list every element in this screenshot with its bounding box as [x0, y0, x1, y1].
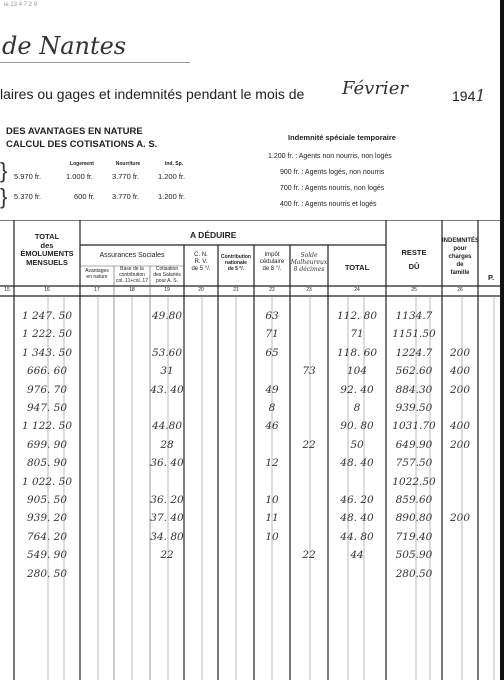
cell-reste-du: 1224.7 — [395, 346, 433, 359]
table-row — [0, 549, 504, 567]
cell-reste-du: 649.90 — [395, 438, 433, 451]
table-body — [0, 310, 504, 680]
advantages-nourriture: 3.770 fr. — [112, 192, 140, 201]
cell-impot: 10 — [265, 494, 279, 506]
base-contribution-header: Base de la contribution col. 11+col. 17 — [115, 266, 148, 284]
cell-total: 1 222. 50 — [21, 328, 73, 341]
advantages-logement: 1.000 fr. — [66, 172, 94, 181]
year-field — [452, 86, 486, 105]
a-deduire-header: A DÉDUIRE — [190, 230, 237, 240]
cell-total-deduction: 50 — [350, 438, 364, 451]
cell-cotisation: 53.60 — [151, 346, 183, 359]
cell-reste-du: 884.30 — [395, 383, 433, 396]
col-number: 24 — [354, 287, 360, 293]
cell-total: 976. 70 — [26, 383, 68, 396]
cell-solde: 73 — [302, 365, 316, 378]
year-handwritten: 1 — [475, 86, 486, 105]
cell-total: 1 122. 50 — [21, 420, 73, 433]
cell-cotisation: 22 — [160, 549, 174, 562]
cell-total-deduction: 92. 40 — [340, 383, 374, 396]
cell-reste-du: 562.60 — [395, 365, 433, 378]
assurances-sociales-header: Assurances Sociales — [99, 252, 165, 259]
reste-du-header: RESTE DÛ — [401, 248, 427, 271]
cell-reste-du: 1022.50 — [392, 475, 436, 488]
cell-impot: 49 — [265, 383, 279, 396]
solde-handwritten-note: Solde Malheureux 8 décimes — [290, 252, 328, 273]
cell-total-deduction: 118. 60 — [336, 346, 378, 359]
cell-total: 764. 20 — [26, 530, 68, 543]
cell-total: 1 022. 50 — [21, 475, 73, 488]
advantages-brace-1: } — [0, 158, 8, 183]
cell-cotisation: 49.80 — [151, 310, 183, 322]
cell-solde: 22 — [302, 438, 316, 451]
advantages-line1: DES AVANTAGES EN NATURE — [6, 126, 143, 137]
table-row — [0, 402, 504, 420]
cell-reste-du: 939.50 — [395, 402, 433, 414]
document-subtitle — [0, 86, 304, 102]
cell-solde: 22 — [302, 549, 316, 562]
archive-stamp: ie 13 4 7 2 9 — [4, 2, 38, 8]
cell-total-deduction: 112. 80 — [336, 310, 378, 322]
cell-cotisation: 36. 20 — [150, 494, 184, 506]
page-edge-shadow — [500, 0, 504, 680]
advantages-base: 5.970 fr. — [14, 172, 42, 181]
cell-cotisation: 37. 40 — [150, 512, 184, 525]
table-row — [0, 420, 504, 438]
cell-total: 1 247. 50 — [21, 310, 73, 322]
col-number: 15 — [4, 287, 10, 293]
cell-reste-du: 505.90 — [395, 549, 433, 562]
cell-impot: 12 — [265, 457, 279, 470]
cell-total-deduction: 48. 40 — [340, 457, 374, 470]
table-row — [0, 328, 504, 346]
contribution-nationale-header: Contribution nationale de 5 °/. — [221, 254, 251, 272]
col-number: 20 — [198, 287, 204, 293]
cell-total: 280. 50 — [26, 567, 68, 580]
cell-reste-du: 1151.50 — [392, 328, 436, 341]
cell-indemnite: 200 — [449, 383, 471, 396]
cell-impot: 46 — [265, 420, 279, 433]
cell-impot: 8 — [268, 402, 276, 414]
indemnity-item: 1.200 fr. : Agents non nourris, non logés — [268, 153, 392, 160]
indemnity-item: 700 fr. : Agents nourris, non logés — [280, 185, 385, 192]
cell-cotisation: 28 — [160, 438, 174, 451]
cell-total-deduction: 90. 80 — [340, 420, 374, 433]
cell-total: 805. 90 — [26, 457, 68, 470]
cell-reste-du: 719.40 — [395, 530, 433, 543]
table-row — [0, 494, 504, 512]
col-number: 18 — [129, 287, 135, 293]
subtitle-lead: laires ou gages et indemnités pendant le mois de — [0, 86, 305, 102]
cell-impot: 63 — [265, 310, 279, 322]
col-number: 26 — [457, 287, 463, 293]
col-number: 23 — [306, 287, 312, 293]
cell-impot: 11 — [265, 512, 279, 525]
col-number: 25 — [411, 287, 417, 293]
cell-reste-du: 859.60 — [395, 494, 433, 506]
cell-total: 666. 60 — [26, 365, 68, 378]
cell-indemnite: 200 — [449, 346, 471, 359]
header-underline — [0, 62, 190, 63]
cotisation-header: Cotisation des Salariés pour A. S. — [153, 266, 181, 284]
advantages-line2: CALCUL DES COTISATIONS A. S. — [6, 139, 158, 150]
city-script: de Nantes — [2, 32, 127, 60]
advantages-header-logement: Logement — [70, 161, 94, 167]
advantages-brace-2: } — [0, 184, 8, 209]
cell-cotisation: 36. 40 — [150, 457, 184, 470]
col-number: 22 — [269, 287, 275, 293]
indemnity-title: Indemnité spéciale temporaire — [288, 133, 396, 142]
cell-indemnite: 400 — [449, 365, 471, 378]
col-number: 21 — [233, 287, 239, 293]
cell-total-deduction: 44. 80 — [340, 530, 374, 543]
cell-reste-du: 890.80 — [395, 512, 433, 525]
cell-cotisation: 44.80 — [151, 420, 183, 433]
month-handwritten: Février — [342, 78, 408, 99]
cell-total: 905. 50 — [26, 494, 68, 506]
cell-reste-du: 757.50 — [395, 457, 433, 470]
advantages-logement: 600 fr. — [74, 192, 95, 201]
col-number: 19 — [164, 287, 170, 293]
cell-indemnite: 200 — [449, 512, 471, 525]
table-row — [0, 531, 504, 549]
indemnity-item: 400 fr. : Agents nourris et logés — [280, 201, 377, 208]
table-row — [0, 310, 504, 328]
advantages-base: 5.370 fr. — [14, 192, 42, 201]
table-row — [0, 384, 504, 402]
cell-total-deduction: 48. 40 — [340, 512, 374, 525]
cell-cotisation: 43. 40 — [150, 383, 184, 396]
total-emoluments-header: TOTAL des ÉMOLUMENTS MENSUELS — [20, 232, 74, 267]
impot-header: Impôt cédulaire de 8 °/. — [259, 252, 285, 272]
cell-reste-du: 1031.70 — [392, 420, 436, 433]
total-col-header: TOTAL — [344, 263, 370, 272]
cell-total: 939. 20 — [26, 512, 68, 525]
cell-indemnite: 400 — [449, 420, 471, 433]
col-number: 16 — [44, 287, 50, 293]
year-printed: 194 — [452, 88, 476, 104]
cell-reste-du: 1134.7 — [395, 310, 433, 322]
advantages-header-nourriture: Nourriture — [115, 161, 141, 167]
table-row — [0, 439, 504, 457]
advantages-ind: 1.200 fr. — [158, 172, 186, 181]
indemnites-header: INDEMNITÉS pour charges de famille — [442, 238, 480, 276]
table-row — [0, 365, 504, 383]
advantages-header-ind: Ind. Sp. — [164, 161, 184, 167]
cell-indemnite: 200 — [449, 438, 471, 451]
col-number: 17 — [94, 287, 100, 293]
indemnity-item: 900 fr. : Agents logés, non nourris — [280, 169, 385, 176]
cell-total-deduction: 71 — [350, 328, 364, 341]
cell-total: 1 343. 50 — [21, 346, 73, 359]
p-col-header: P. — [487, 273, 495, 282]
table-row — [0, 568, 504, 586]
cell-reste-du: 280.50 — [395, 567, 433, 580]
cell-total: 699. 90 — [26, 438, 68, 451]
advantages-ind: 1.200 fr. — [158, 192, 186, 201]
cell-impot: 71 — [265, 328, 279, 341]
cell-cotisation: 31 — [160, 365, 174, 378]
cell-total-deduction: 46. 20 — [340, 494, 374, 506]
table-row — [0, 476, 504, 494]
cell-total-deduction: 8 — [353, 402, 361, 414]
cell-impot: 10 — [265, 530, 279, 543]
cell-cotisation: 34. 80 — [150, 530, 184, 543]
advantages-nourriture: 3.770 fr. — [112, 172, 140, 181]
cell-total: 947. 50 — [26, 402, 68, 414]
avantages-nature-header: Avantages en nature — [85, 268, 109, 280]
cell-total-deduction: 44 — [350, 549, 364, 562]
table-row — [0, 347, 504, 365]
cnrv-header: C. N. R. V. de 5 °/. — [191, 252, 211, 272]
cell-impot: 65 — [265, 346, 279, 359]
cell-total: 549. 90 — [26, 549, 68, 562]
table-row — [0, 512, 504, 530]
cell-total-deduction: 104 — [346, 365, 368, 378]
table-row — [0, 457, 504, 475]
